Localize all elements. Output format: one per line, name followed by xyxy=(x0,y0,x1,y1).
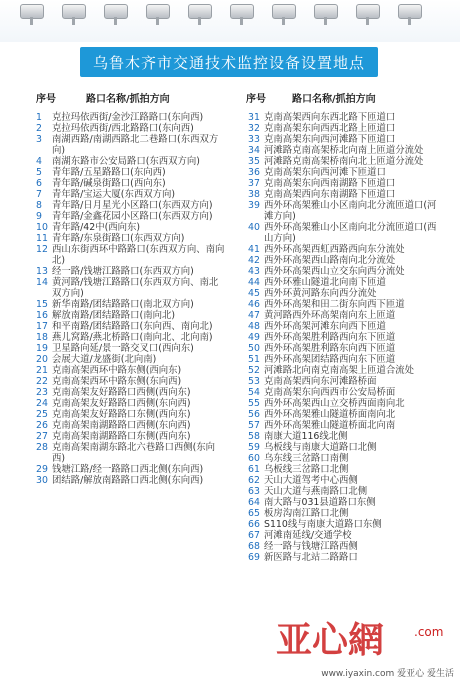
list-item xyxy=(36,409,226,420)
item-location: 克南高架西向东南湖路下匝道口 xyxy=(264,189,396,200)
list-item xyxy=(248,552,440,563)
item-location: 西外环黄河路东向西分流处 xyxy=(264,288,377,299)
list-item xyxy=(248,508,440,519)
item-number: 9 xyxy=(36,211,42,222)
item-location: 南湖东路市公安局路口(东西双方向) xyxy=(52,156,200,167)
list-item xyxy=(248,178,440,189)
item-location: 克南高架东向西河滩路下匝道口 xyxy=(264,134,396,145)
item-number: 66 xyxy=(248,519,260,530)
list-item xyxy=(36,321,226,332)
page-title: 乌鲁木齐市交通技术监控设备设置地点 xyxy=(80,47,378,77)
list-item xyxy=(248,200,440,222)
item-location: 克南高架南湖路路口西侧(东向西) xyxy=(52,420,191,431)
item-location: 克南高架西环中路东侧(东向西) xyxy=(52,376,182,387)
item-number: 39 xyxy=(248,200,260,211)
list-item xyxy=(248,222,440,244)
camera-icon xyxy=(398,4,422,19)
list-item xyxy=(36,442,226,464)
list-item xyxy=(248,321,440,332)
item-number: 52 xyxy=(248,365,260,376)
list-item xyxy=(36,134,226,156)
item-location: 经一路/钱塘江路路口(东西双方向) xyxy=(52,266,194,277)
item-number: 34 xyxy=(248,145,260,156)
item-location: 板房沟南江路口北侧 xyxy=(264,508,349,519)
list-item xyxy=(36,343,226,354)
item-location: 克南高架友好路路口西侧(东向西) xyxy=(52,398,191,409)
item-number: 67 xyxy=(248,530,260,541)
list-item xyxy=(248,431,440,442)
item-number: 45 xyxy=(248,288,260,299)
item-number: 60 xyxy=(248,453,260,464)
item-number: 8 xyxy=(36,200,42,211)
list-item xyxy=(248,266,440,277)
list-item xyxy=(36,464,226,475)
list-item xyxy=(36,299,226,310)
item-number: 2 xyxy=(36,123,42,134)
item-location: 天山大道驾考中心西侧 xyxy=(264,475,358,486)
item-location: 青年路/日月星光小区路口(东西双方向) xyxy=(52,200,213,211)
item-number: 41 xyxy=(248,244,260,255)
item-number: 51 xyxy=(248,354,260,365)
list-item xyxy=(36,244,226,266)
item-location: 西外环高架胜利路东向西下匝道 xyxy=(264,343,396,354)
item-number: 55 xyxy=(248,398,260,409)
list-item xyxy=(248,453,440,464)
item-location: 青年路/宝运大厦(东西双方向) xyxy=(52,189,175,200)
item-location: 燕儿窝路/燕北桥路口(南向北、北向南) xyxy=(52,332,213,343)
item-location: 乌板线与南康大道路口北侧 xyxy=(264,442,377,453)
item-number: 31 xyxy=(248,112,260,123)
camera-icon xyxy=(62,4,86,19)
item-number: 4 xyxy=(36,156,42,167)
item-location: 西外环高架河滩东向西下匝道 xyxy=(264,321,386,332)
item-location: 青年路/五星路路口(东向西) xyxy=(52,167,166,178)
item-number: 56 xyxy=(248,409,260,420)
list-item xyxy=(248,277,440,288)
list-item xyxy=(36,354,226,365)
item-location: 西外环高架西山立交东向西分流处 xyxy=(264,266,405,277)
list-item xyxy=(248,387,440,398)
item-location: 西外环高架西山路南向北分流处 xyxy=(264,255,396,266)
list-item xyxy=(248,475,440,486)
item-location: 天山大道与燕南路口北侧 xyxy=(264,486,368,497)
item-number: 13 xyxy=(36,266,48,277)
item-number: 29 xyxy=(36,464,48,475)
list-item xyxy=(36,420,226,431)
left-list xyxy=(36,112,226,486)
item-number: 14 xyxy=(36,277,48,288)
item-location: 西山东街西环中路路口(东西双方向、南向北) xyxy=(52,244,225,266)
item-location: 青年路/42中(西向东) xyxy=(52,222,141,233)
item-location: 乌东线三岔路口南侧 xyxy=(264,453,349,464)
item-number: 26 xyxy=(36,420,48,431)
camera-banner xyxy=(0,0,460,42)
list-item xyxy=(248,398,440,409)
list-item xyxy=(36,266,226,277)
item-number: 12 xyxy=(36,244,48,255)
item-number: 48 xyxy=(248,321,260,332)
item-location: 克拉玛依西街/金沙江路路口(东向西) xyxy=(52,112,204,123)
list-item xyxy=(36,123,226,134)
list-item xyxy=(36,365,226,376)
list-item xyxy=(248,376,440,387)
item-location: 西外环高架雅山小区南向北分流匝道口(河滩方向) xyxy=(264,200,437,222)
list-item xyxy=(36,233,226,244)
item-number: 44 xyxy=(248,277,260,288)
list-item xyxy=(36,475,226,486)
list-item xyxy=(36,178,226,189)
camera-icon xyxy=(356,4,380,19)
item-number: 62 xyxy=(248,475,260,486)
item-location: 和平南路/团结路路口(东向西、南向北) xyxy=(52,321,213,332)
item-number: 5 xyxy=(36,167,42,178)
watermark-domain: .com xyxy=(414,625,444,639)
item-number: 58 xyxy=(248,431,260,442)
item-number: 46 xyxy=(248,299,260,310)
item-number: 22 xyxy=(36,376,48,387)
list-item xyxy=(248,464,440,475)
item-location: 西外环雅山隧道北向南下匝道 xyxy=(264,277,386,288)
item-location: 克南高架西向东河滩路桥面 xyxy=(264,376,377,387)
list-item xyxy=(248,299,440,310)
item-number: 36 xyxy=(248,167,260,178)
list-item xyxy=(248,519,440,530)
item-location: 河滩路克南高架桥南向北上匝道分流处 xyxy=(264,156,424,167)
item-location: 南康大道116线北侧 xyxy=(264,431,348,442)
list-item xyxy=(248,365,440,376)
item-location: 克南高架友好路路口西侧(西向东) xyxy=(52,387,191,398)
list-item xyxy=(36,277,226,299)
camera-icon xyxy=(20,4,44,19)
list-item xyxy=(248,541,440,552)
item-number: 20 xyxy=(36,354,48,365)
item-location: 克南高架东向西河滩下匝道口 xyxy=(264,167,386,178)
list-item xyxy=(36,222,226,233)
item-number: 37 xyxy=(248,178,260,189)
item-number: 10 xyxy=(36,222,48,233)
item-location: 会展大道/龙盛街(北向南) xyxy=(52,354,157,365)
right-header-name: 路口名称/抓拍方向 xyxy=(292,94,376,105)
item-number: 64 xyxy=(248,497,260,508)
list-item xyxy=(248,112,440,123)
item-number: 24 xyxy=(36,398,48,409)
item-location: 西外环高架雅山隧道桥面南向北 xyxy=(264,409,396,420)
item-location: 青年路/东泉街路口(东西双方向) xyxy=(52,233,185,244)
item-number: 19 xyxy=(36,343,48,354)
list-item xyxy=(248,156,440,167)
item-location: 克拉玛依西街/西北路路口(东向西) xyxy=(52,123,194,134)
list-item xyxy=(248,145,440,156)
list-item xyxy=(248,354,440,365)
item-location: 西外环高架胜利路西向东下匝道 xyxy=(264,332,396,343)
list-item xyxy=(248,332,440,343)
left-header-name: 路口名称/抓拍方向 xyxy=(86,94,170,105)
item-location: 克南高架南湖东路北六巷路口西侧(东向西) xyxy=(52,442,216,464)
item-number: 32 xyxy=(248,123,260,134)
item-number: 43 xyxy=(248,266,260,277)
item-number: 35 xyxy=(248,156,260,167)
camera-icon xyxy=(314,4,338,19)
item-number: 68 xyxy=(248,541,260,552)
left-header-num: 序号 xyxy=(36,94,56,105)
item-number: 25 xyxy=(36,409,48,420)
item-number: 28 xyxy=(36,442,48,453)
item-location: 新华南路/团结路路口(南北双方向) xyxy=(52,299,194,310)
right-header-num: 序号 xyxy=(246,94,266,105)
item-location: 黄河路西外环高架南向东上匝道 xyxy=(264,310,396,321)
camera-icon xyxy=(188,4,212,19)
item-number: 16 xyxy=(36,310,48,321)
right-list xyxy=(248,112,440,563)
item-number: 30 xyxy=(36,475,48,486)
item-number: 15 xyxy=(36,299,48,310)
list-item xyxy=(248,530,440,541)
item-number: 38 xyxy=(248,189,260,200)
item-number: 21 xyxy=(36,365,48,376)
item-location: 卫星路向延/景一路交叉口(西向东) xyxy=(52,343,194,354)
list-item xyxy=(248,189,440,200)
camera-icon xyxy=(146,4,170,19)
list-item xyxy=(36,112,226,123)
list-item xyxy=(36,189,226,200)
list-item xyxy=(36,387,226,398)
list-item xyxy=(248,497,440,508)
item-number: 17 xyxy=(36,321,48,332)
item-number: 61 xyxy=(248,464,260,475)
item-location: 钱塘江路/经一路路口西北侧(东向西) xyxy=(52,464,204,475)
item-number: 47 xyxy=(248,310,260,321)
item-location: 西外环高架西山立交桥西面南向北 xyxy=(264,398,405,409)
item-number: 54 xyxy=(248,387,260,398)
camera-icon xyxy=(272,4,296,19)
list-item xyxy=(248,134,440,145)
item-number: 69 xyxy=(248,552,260,563)
item-number: 40 xyxy=(248,222,260,233)
item-number: 50 xyxy=(248,343,260,354)
item-location: 河滩路克南高架桥北向南上匝道分流处 xyxy=(264,145,424,156)
item-location: 西外环高架团结路西向东下匝道 xyxy=(264,354,396,365)
list-item xyxy=(248,442,440,453)
list-item xyxy=(248,409,440,420)
watermark-logo: 亚心網 xyxy=(276,619,385,661)
item-number: 27 xyxy=(36,431,48,442)
list-item xyxy=(248,310,440,321)
list-item xyxy=(36,167,226,178)
item-number: 33 xyxy=(248,134,260,145)
list-item xyxy=(248,255,440,266)
item-location: 黄河路/钱塘江路路口(东西双方向、南北双方向) xyxy=(52,277,219,299)
list-item xyxy=(248,244,440,255)
item-location: S110线与南康大道路口东侧 xyxy=(264,519,382,530)
item-location: 克南高架东向西南湖路下匝道口 xyxy=(264,178,396,189)
item-location: 西外环高架和田二街东向西下匝道 xyxy=(264,299,405,310)
footer-url: www.iyaxin.com 爱亚心 爱生活 xyxy=(0,663,460,681)
item-number: 1 xyxy=(36,112,42,123)
list-item xyxy=(248,288,440,299)
list-item xyxy=(248,486,440,497)
item-location: 克南高架西环中路东侧(西向东) xyxy=(52,365,182,376)
item-number: 59 xyxy=(248,442,260,453)
item-location: 解放南路/团结路路口(南向北) xyxy=(52,310,175,321)
item-location: 西外环高架西虹西路西向东分流处 xyxy=(264,244,405,255)
list-item xyxy=(248,420,440,431)
list-item xyxy=(36,200,226,211)
item-location: 南大路与031县道路口东侧 xyxy=(264,497,376,508)
item-number: 53 xyxy=(248,376,260,387)
list-item xyxy=(36,310,226,321)
item-number: 3 xyxy=(36,134,42,145)
list-item xyxy=(36,398,226,409)
item-number: 7 xyxy=(36,189,42,200)
item-number: 6 xyxy=(36,178,42,189)
item-number: 23 xyxy=(36,387,48,398)
camera-icon xyxy=(230,4,254,19)
list-item xyxy=(36,431,226,442)
item-location: 西外环高架雅山小区南向北分流匝道口(西山方向) xyxy=(264,222,437,244)
item-location: 河滩南延线/交通学校 xyxy=(264,530,352,541)
item-location: 克南高架东向西西市公安局桥面 xyxy=(264,387,396,398)
list-item xyxy=(248,343,440,354)
list-item xyxy=(248,167,440,178)
camera-icon xyxy=(104,4,128,19)
item-number: 18 xyxy=(36,332,48,343)
item-location: 克南高架南湖路路口东侧(西向东) xyxy=(52,431,191,442)
item-location: 青年路/碱泉街路口(西向东) xyxy=(52,178,166,189)
item-location: 南湖西路/南湖西路北二巷路口(东西双方向) xyxy=(52,134,219,156)
item-location: 青年路/金鑫花园小区路口(东西双方向) xyxy=(52,211,213,222)
item-location: 团结路/解放南路路口西北侧(东向西) xyxy=(52,475,204,486)
item-location: 河滩路北向南克南高架上匝道合流处 xyxy=(264,365,415,376)
list-item xyxy=(36,376,226,387)
item-location: 克南高架友好路路口东侧(西向东) xyxy=(52,409,191,420)
item-number: 49 xyxy=(248,332,260,343)
item-number: 57 xyxy=(248,420,260,431)
item-number: 11 xyxy=(36,233,48,244)
item-location: 乌板线三岔路口北侧 xyxy=(264,464,349,475)
list-item xyxy=(36,156,226,167)
item-location: 克南高架东向西西北路上匝道口 xyxy=(264,123,396,134)
item-location: 西外环高架雅山隧道桥面北向南 xyxy=(264,420,396,431)
list-item xyxy=(36,332,226,343)
item-number: 65 xyxy=(248,508,260,519)
item-location: 克南高架西向东西北路下匝道口 xyxy=(264,112,396,123)
item-location: 经一路与钱塘江路西侧 xyxy=(264,541,358,552)
item-number: 42 xyxy=(248,255,260,266)
list-item xyxy=(36,211,226,222)
list-item xyxy=(248,123,440,134)
item-number: 63 xyxy=(248,486,260,497)
item-location: 新医路与北站二路路口 xyxy=(264,552,358,563)
